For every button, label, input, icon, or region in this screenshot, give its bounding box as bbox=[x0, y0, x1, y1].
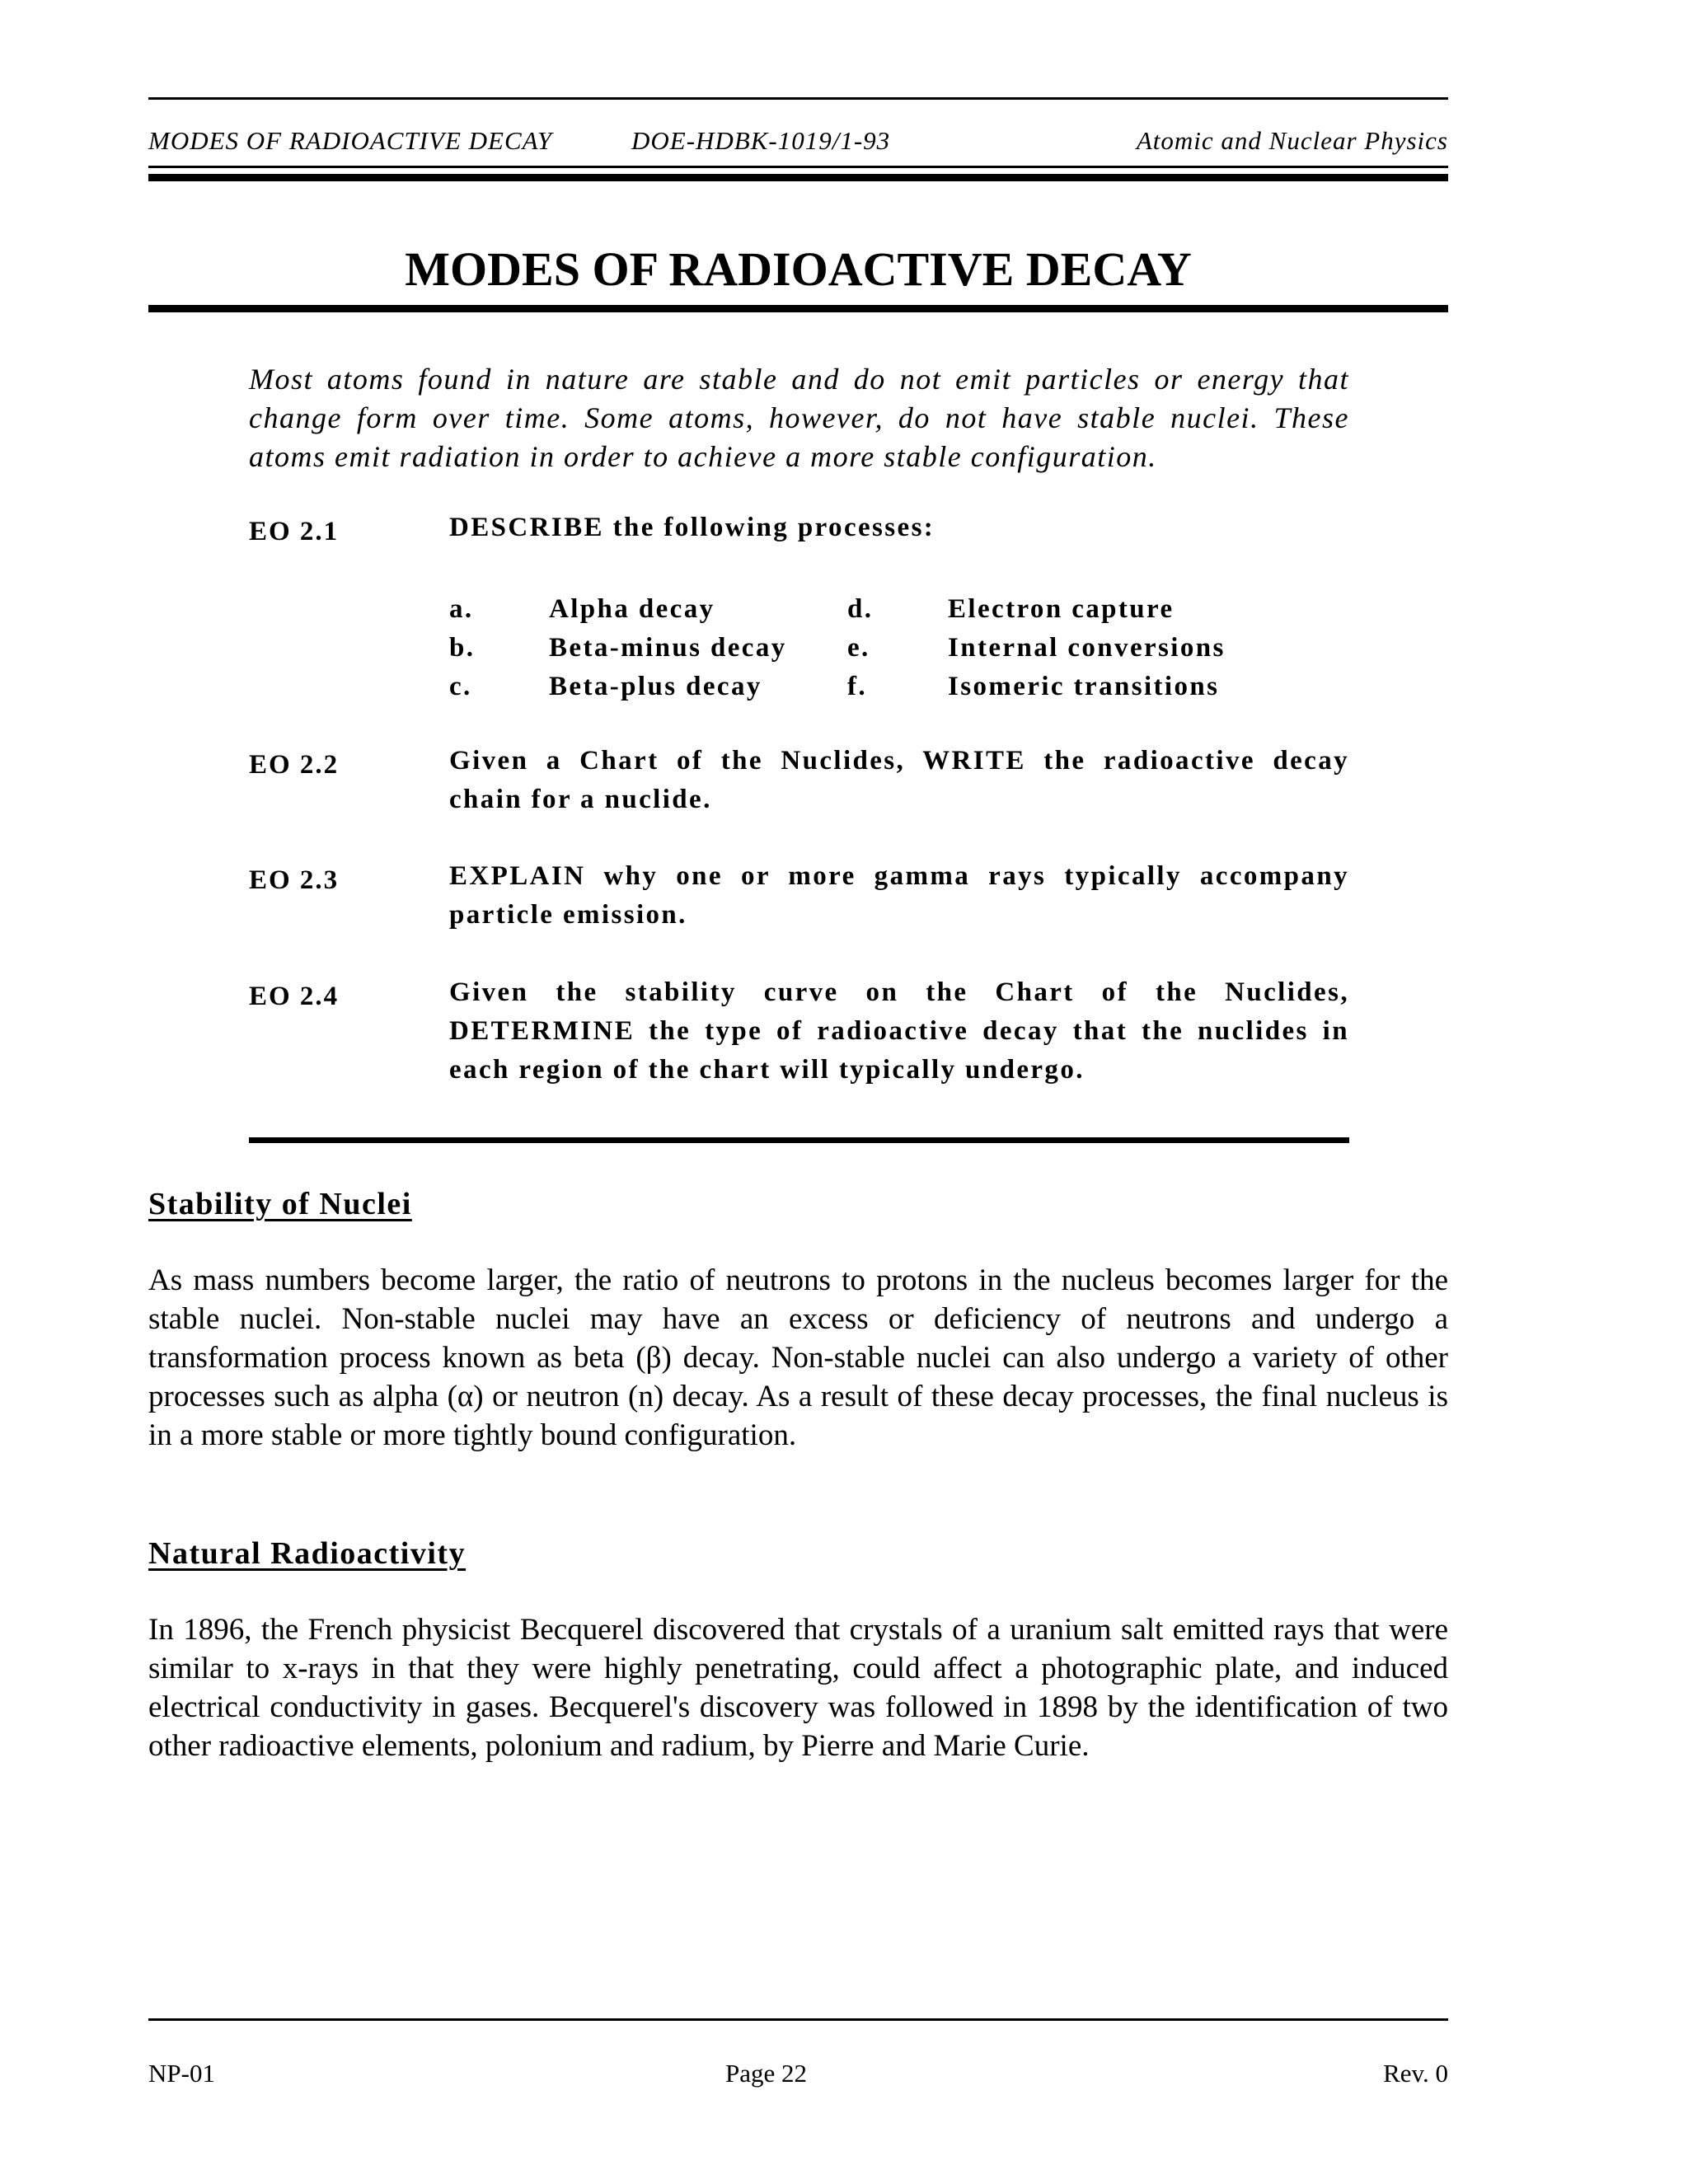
process-label: Beta-minus decay bbox=[549, 633, 787, 663]
header-top-rule bbox=[148, 97, 1448, 100]
objectives-bottom-rule bbox=[249, 1137, 1349, 1143]
footer-right-text: Rev. 0 bbox=[1383, 2059, 1448, 2088]
objective-id: EO 2.3 bbox=[249, 865, 340, 895]
objective-text: DESCRIBE the following processes: bbox=[449, 513, 935, 542]
header-bottom-rule-thick bbox=[148, 174, 1448, 181]
process-label: Alpha decay bbox=[549, 594, 715, 624]
intro-paragraph: Most atoms found in nature are stable and do not emit particles or energy that change form over time. Some atoms, however, do not have stable nuclei. These atoms emit radiation in order to achieve a more stable configuration. bbox=[249, 363, 1349, 473]
process-label: Internal conversions bbox=[948, 633, 1226, 663]
process-letter: f. bbox=[847, 672, 868, 701]
process-letter: a. bbox=[449, 594, 474, 624]
section-body: As mass numbers become larger, the ratio of neutrons to protons in the nucleus becomes larger for the stable nuclei. Non-stable nuclei may have an excess or deficiency of neutrons and undergo a transformation process known as beta (β) decay. Non-stable nuclei can also undergo a variety of other processes such as alpha (α) or neutron (n) decay. As a result of these decay processes, the final nucleus is in a more stable or more tightly bound configuration. bbox=[148, 1263, 1448, 1452]
footer-rule bbox=[148, 2018, 1448, 2021]
header-bottom-rule-thin bbox=[148, 166, 1448, 168]
objective-id: EO 2.2 bbox=[249, 750, 340, 780]
section-heading: Natural Radioactivity bbox=[148, 1536, 467, 1571]
footer-left-text: NP-01 bbox=[148, 2059, 215, 2088]
section-body: In 1896, the French physicist Becquerel discovered that crystals of a uranium salt emitted rays that were similar to x-rays in that they were highly penetrating, could affect a photographic plate, and induced electrical conductivity in gases. Becquerel's discovery was followed in 1898 by the identification of two other radioactive elements, polonium and radium, by Pierre and Marie Curie. bbox=[148, 1613, 1448, 1763]
process-letter: b. bbox=[449, 633, 476, 663]
section-heading: Stability of Nuclei bbox=[148, 1187, 412, 1221]
header-left-text: MODES OF RADIOACTIVE DECAY bbox=[148, 126, 553, 155]
objective-id: EO 2.1 bbox=[249, 517, 340, 546]
objective-text: EXPLAIN why one or more gamma rays typically accompany particle emission. bbox=[449, 861, 1349, 930]
objective-id: EO 2.4 bbox=[249, 982, 340, 1011]
process-letter: e. bbox=[847, 633, 870, 663]
footer-page-number: Page 22 bbox=[725, 2059, 808, 2088]
page-title: MODES OF RADIOACTIVE DECAY bbox=[405, 242, 1192, 296]
process-label: Electron capture bbox=[948, 594, 1175, 624]
title-underline-rule bbox=[148, 305, 1448, 312]
process-label: Isomeric transitions bbox=[948, 672, 1220, 701]
process-letter: c. bbox=[449, 672, 472, 701]
objective-text: Given the stability curve on the Chart of the Nuclides, DETERMINE the type of radioactive decay that the nuclides in each region of the chart will typically undergo. bbox=[449, 977, 1349, 1085]
header-right-text: Atomic and Nuclear Physics bbox=[1136, 126, 1448, 155]
objective-text: Given a Chart of the Nuclides, WRITE the radioactive decay chain for a nuclide. bbox=[449, 746, 1349, 814]
header-center-text: DOE-HDBK-1019/1-93 bbox=[631, 126, 891, 155]
process-label: Beta-plus decay bbox=[549, 672, 762, 701]
process-letter: d. bbox=[847, 594, 874, 624]
